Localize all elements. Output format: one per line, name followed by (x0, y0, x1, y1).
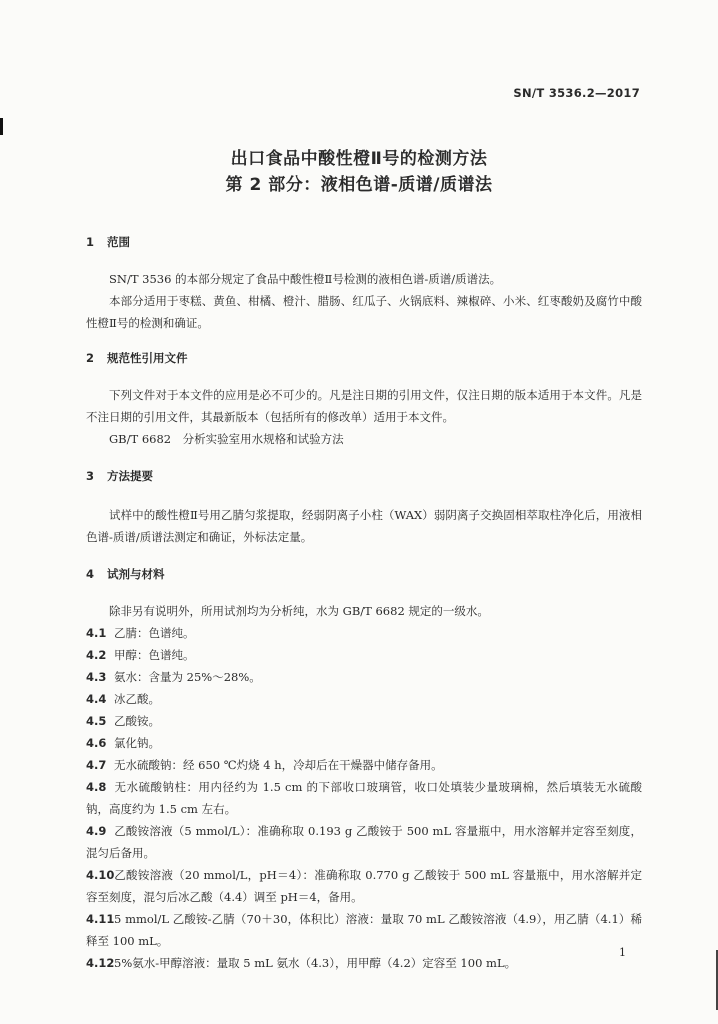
title-line-2: 第 2 部分：液相色谱-质谱/质谱法 (225, 175, 493, 195)
reagent-item (86, 732, 642, 754)
item-number: 4.4 (86, 692, 107, 706)
section-heading-method-summary (86, 468, 153, 484)
reagent-item (86, 776, 642, 820)
item-text: 5 mmol/L 乙酸铵-乙腈（70＋30，体积比）溶液：量取 70 mL 乙酸铵溶液（4.9），用乙腈（4.1）稀释至 100 mL。 (86, 912, 642, 948)
standard-number: SN/T 3536.2—2017 (513, 86, 640, 100)
item-number: 4.8 (86, 780, 107, 794)
section-title: 方法提要 (107, 469, 153, 483)
paragraph: GB/T 6682 分析实验室用水规格和试验方法 (109, 432, 344, 446)
reagent-item (86, 644, 642, 666)
section-title: 试剂与材料 (107, 567, 165, 581)
item-number: 4.9 (86, 824, 107, 838)
item-number: 4.7 (86, 758, 107, 772)
title-line-1: 出口食品中酸性橙Ⅱ号的检测方法 (230, 149, 488, 169)
item-text: 乙酸铵溶液（5 mmol/L）：准确称取 0.193 g 乙酸铵于 500 mL 容量瓶中，用水溶解并定容至刻度，混匀后备用。 (86, 824, 642, 860)
item-text: 乙腈：色谱纯。 (114, 626, 195, 640)
paragraph: 除非另有说明外，所用试剂均为分析纯，水为 GB/T 6682 规定的一级水。 (109, 604, 489, 618)
item-text: 氯化钠。 (114, 736, 160, 750)
section-heading-scope (86, 234, 130, 250)
reagent-item (86, 908, 642, 952)
section-title: 范围 (107, 235, 130, 249)
reagent-item (86, 754, 642, 776)
item-text: 乙酸铵溶液（20 mmol/L，pH＝4）：准确称取 0.770 g 乙酸铵于 500 mL 容量瓶中，用水溶解并定容至刻度，混匀后冰乙酸（4.4）调至 pH＝4，备用。 (86, 868, 642, 904)
section-title: 规范性引用文件 (107, 351, 188, 365)
reagent-item (86, 952, 642, 974)
scan-edge-mark (0, 118, 3, 135)
item-text: 无水硫酸钠：经 650 ℃灼烧 4 h，冷却后在干燥器中储存备用。 (114, 758, 443, 772)
section-heading-reagents (86, 566, 165, 582)
section-number: 2 (86, 351, 95, 365)
item-number: 4.12 (86, 956, 115, 970)
item-number: 4.6 (86, 736, 107, 750)
section-number: 1 (86, 235, 95, 249)
section-heading-references (86, 350, 188, 366)
reagent-item (86, 688, 642, 710)
paragraph: 下列文件对于本文件的应用是必不可少的。凡是注日期的引用文件，仅注日期的版本适用于本文件。凡是不注日期的引用文件，其最新版本（包括所有的修改单）适用于本文件。 (86, 388, 642, 424)
reagent-item (86, 666, 642, 688)
paragraph: SN/T 3536 的本部分规定了食品中酸性橙Ⅱ号检测的液相色谱-质谱/质谱法。 (109, 272, 502, 286)
reagent-item (86, 820, 642, 864)
document-title (0, 146, 718, 198)
item-number: 4.3 (86, 670, 107, 684)
section-number: 3 (86, 469, 95, 483)
item-number: 4.2 (86, 648, 107, 662)
reagent-item (86, 710, 642, 732)
reagent-item (86, 864, 642, 908)
item-number: 4.10 (86, 868, 115, 882)
paragraph: 本部分适用于枣糕、黄鱼、柑橘、橙汁、腊肠、红瓜子、火锅底料、辣椒碎、小米、红枣酸奶及腐竹中酸性橙Ⅱ号的检测和确证。 (86, 294, 642, 330)
item-text: 氨水：含量为 25%～28%。 (114, 670, 261, 684)
item-number: 4.5 (86, 714, 107, 728)
item-text: 5%氨水-甲醇溶液：量取 5 mL 氨水（4.3），用甲醇（4.2）定容至 100 mL。 (114, 956, 517, 970)
item-text: 乙酸铵。 (114, 714, 160, 728)
item-text: 冰乙酸。 (114, 692, 160, 706)
reagent-item (86, 622, 642, 644)
paragraph: 试样中的酸性橙Ⅱ号用乙腈匀浆提取，经弱阴离子小柱（WAX）弱阴离子交换固相萃取柱净化后，用液相色谱-质谱/质谱法测定和确证，外标法定量。 (86, 508, 642, 544)
item-number: 4.11 (86, 912, 115, 926)
page-number: 1 (619, 946, 626, 959)
item-text: 无水硫酸钠柱：用内径约为 1.5 cm 的下部收口玻璃管，收口处填装少量玻璃棉，然后填装无水硫酸钠，高度约为 1.5 cm 左右。 (86, 780, 642, 816)
section-number: 4 (86, 567, 95, 581)
item-text: 甲醇：色谱纯。 (114, 648, 195, 662)
item-number: 4.1 (86, 626, 107, 640)
